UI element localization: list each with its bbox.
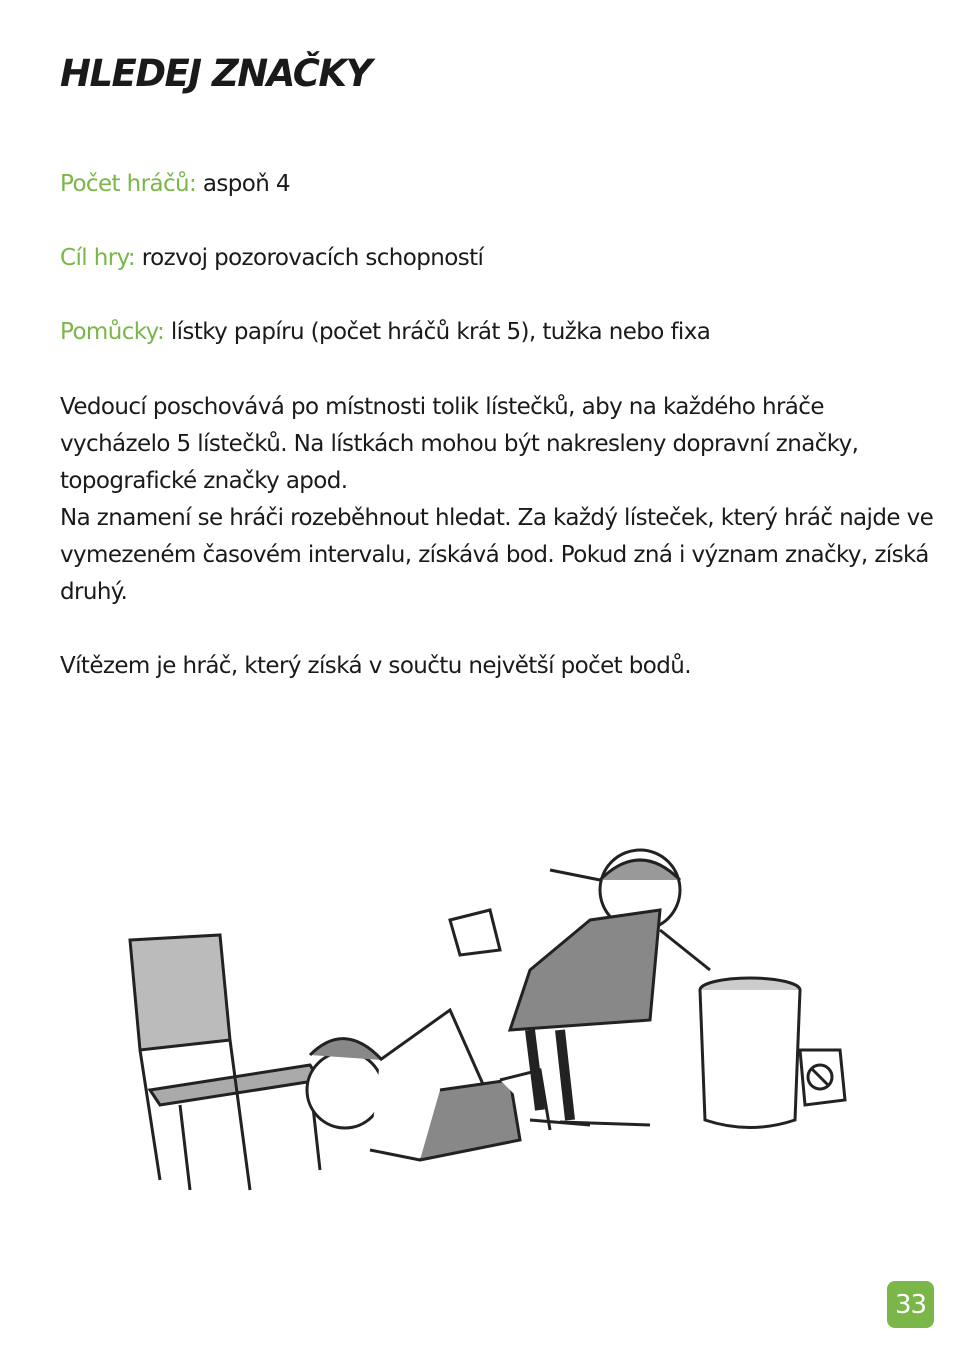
page-title: HLEDEJ ZNAČKY [60,52,371,95]
rules-paragraph-2: Na znamení se hráči rozeběhnout hledat. Za každý lísteček, který hráč najde ve vymezeném časovém intervalu, získává bod. Pokud zná i význam značky, získá druhý. [60,505,934,605]
rules-paragraph-3: Vítězem je hráč, který získá v součtu největší počet bodů. [60,653,691,679]
rules-paragraph-1: Vedoucí poschovává po místnosti tolik lístečků, aby na každého hráče vycházelo 5 lístečků. Na lístkách mohou být nakresleny dopravní značky, topografické značky apod. [60,394,859,494]
players-label: Počet hráčů: [60,171,197,197]
trash-bin-illustration [700,978,800,1128]
tools-value: lístky papíru (počet hráčů krát 5), tužka nebo fixa [164,319,711,345]
chair-illustration [130,935,320,1190]
tools-label: Pomůcky: [60,319,165,345]
boy-illustration [307,1010,550,1160]
page-number: 33 [887,1281,934,1328]
goal-label: Cíl hry: [60,245,136,271]
hidden-sign-note [800,1050,845,1105]
players-count [60,166,290,203]
game-goal [60,240,483,277]
game-tools [60,314,710,351]
goal-value: rozvoj pozorovacích schopností [135,245,484,271]
illustration-children-searching [120,840,850,1200]
players-value: aspoň 4 [196,171,290,197]
